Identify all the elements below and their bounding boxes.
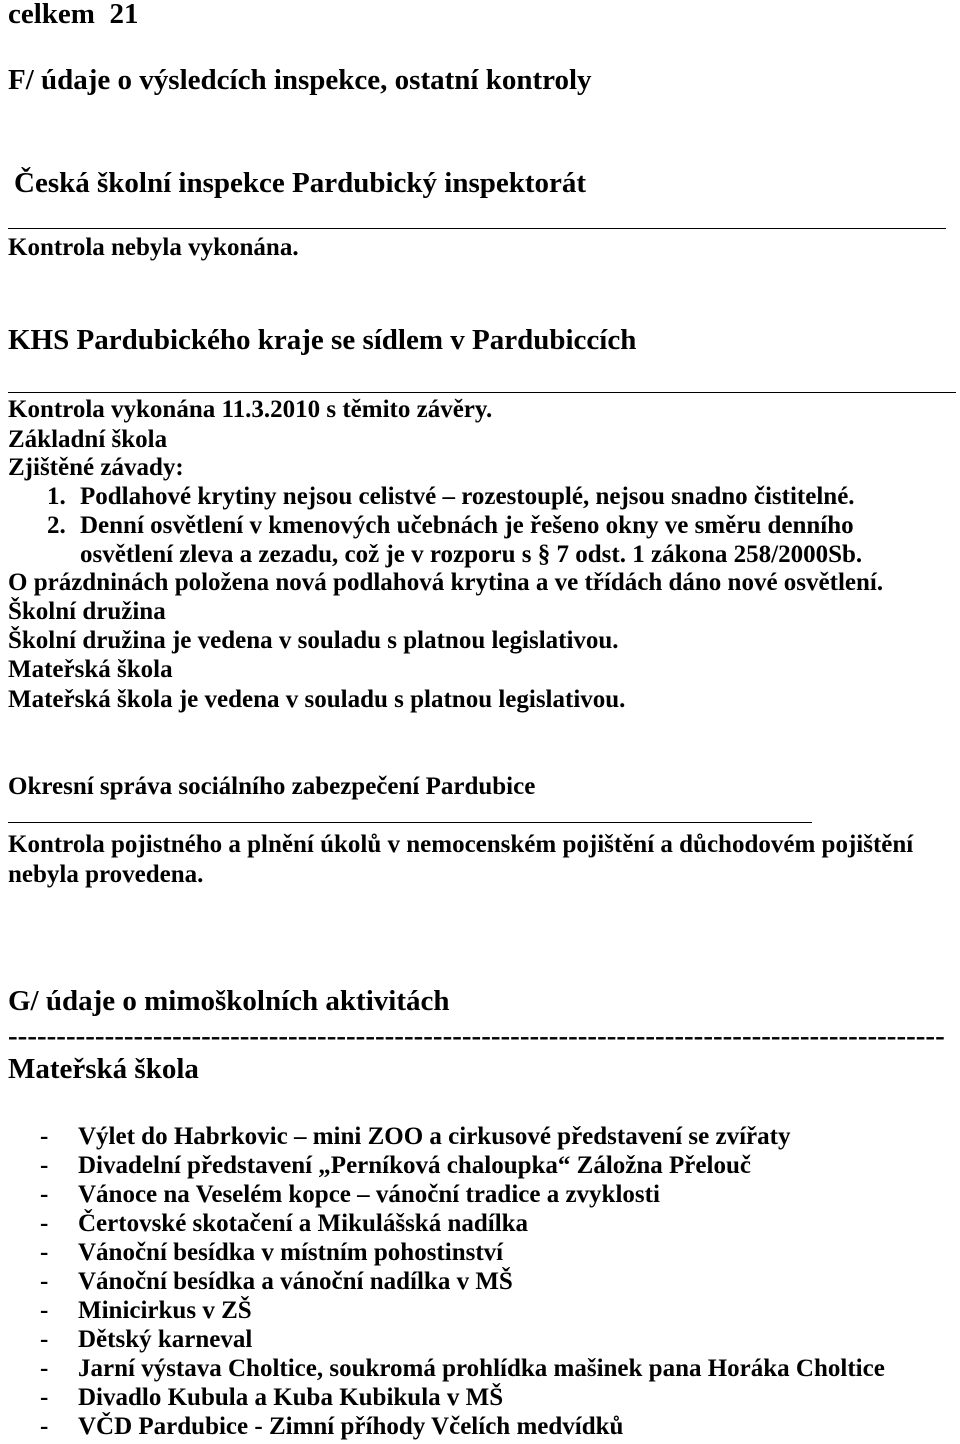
bullet-dash: - [40,1239,49,1266]
total-count: celkem 21 [8,0,139,30]
finding-text: osvětlení zleva a zezadu, což je v rozporu s § 7 odst. 1 zákona 258/2000Sb. [80,541,863,568]
activity-text: VČD Pardubice - Zimní příhody Včelích medvídků [78,1413,624,1440]
finding-number: 2. [47,512,66,539]
section-g-divider: ------------------------------------------------------------------------------------------------- [8,1020,945,1052]
activity-text: Divadlo Kubula a Kuba Kubikula v MŠ [78,1384,504,1411]
activity-text: Divadelní představení „Perníková chaloupka“ Záložna Přelouč [78,1152,751,1179]
activity-text: Jarní výstava Choltice, soukromá prohlídka mašinek pana Horáka Choltice [78,1355,885,1382]
finding-text: Podlahové krytiny nejsou celistvé – rozestouplé, nejsou snadno čistitelné. [80,483,855,510]
remedy-text: O prázdninách položena nová podlahová krytina a ve třídách dáno nové osvětlení. [8,569,884,596]
finding-text: Denní osvětlení v kmenových učebnách je řešeno okny ve směru denního [80,512,854,539]
bullet-dash: - [40,1297,49,1324]
ossz-result-line: Kontrola pojistného a plnění úkolů v nemocenském pojištění a důchodovém pojištění [8,831,914,858]
activity-item [0,1383,960,1412]
ossz-separator [8,822,812,823]
activity-item [0,1238,960,1267]
activity-item [0,1354,960,1383]
activity-text: Vánoce na Veselém kopce – vánoční tradice a zvyklosti [78,1181,660,1208]
ms-result: Mateřská škola je vedena v souladu s platnou legislativou. [8,686,626,713]
activity-item [0,1296,960,1325]
bullet-dash: - [40,1413,49,1440]
activity-text: Vánoční besídka a vánoční nadílka v MŠ [78,1268,513,1295]
activity-item [0,1267,960,1296]
zs-heading: Základní škola [8,426,168,453]
findings-heading: Zjištěné závady: [8,454,184,481]
khs-title: KHS Pardubického kraje se sídlem v Pardubiccích [8,324,637,356]
csi-result: Kontrola nebyla vykonána. [8,234,299,261]
finding-number: 1. [47,483,66,510]
bullet-dash: - [40,1123,49,1150]
bullet-dash: - [40,1210,49,1237]
sd-heading: Školní družina [8,598,166,625]
activity-text: Minicirkus v ZŠ [78,1297,252,1324]
activity-item [0,1151,960,1180]
activity-item [0,1180,960,1209]
csi-separator [8,228,946,229]
ms-heading: Mateřská škola [8,656,173,683]
ossz-title: Okresní správa sociálního zabezpečení Pardubice [8,773,536,800]
khs-separator [8,392,956,393]
activity-list [0,1122,960,1441]
khs-intro: Kontrola vykonána 11.3.2010 s těmito závěry. [8,396,493,423]
csi-title: Česká školní inspekce Pardubický inspektorát [14,167,587,199]
bullet-dash: - [40,1152,49,1179]
activity-item [0,1122,960,1151]
activity-item [0,1325,960,1354]
bullet-dash: - [40,1384,49,1411]
bullet-dash: - [40,1268,49,1295]
ms-activities-heading: Mateřská škola [8,1053,199,1085]
activity-text: Dětský karneval [78,1326,253,1353]
section-f-heading: F/ údaje o výsledcích inspekce, ostatní kontroly [8,64,592,96]
sd-result: Školní družina je vedena v souladu s platnou legislativou. [8,627,619,654]
section-g-heading: G/ údaje o mimoškolních aktivitách [8,985,450,1017]
ossz-result-line: nebyla provedena. [8,861,204,888]
bullet-dash: - [40,1181,49,1208]
activity-text: Vánoční besídka v místním pohostinství [78,1239,504,1266]
bullet-dash: - [40,1355,49,1382]
activity-text: Čertovské skotačení a Mikulášská nadílka [78,1210,529,1237]
activity-text: Výlet do Habrkovic – mini ZOO a cirkusové představení se zvířaty [78,1123,791,1150]
bullet-dash: - [40,1326,49,1353]
activity-item [0,1412,960,1441]
activity-item [0,1209,960,1238]
